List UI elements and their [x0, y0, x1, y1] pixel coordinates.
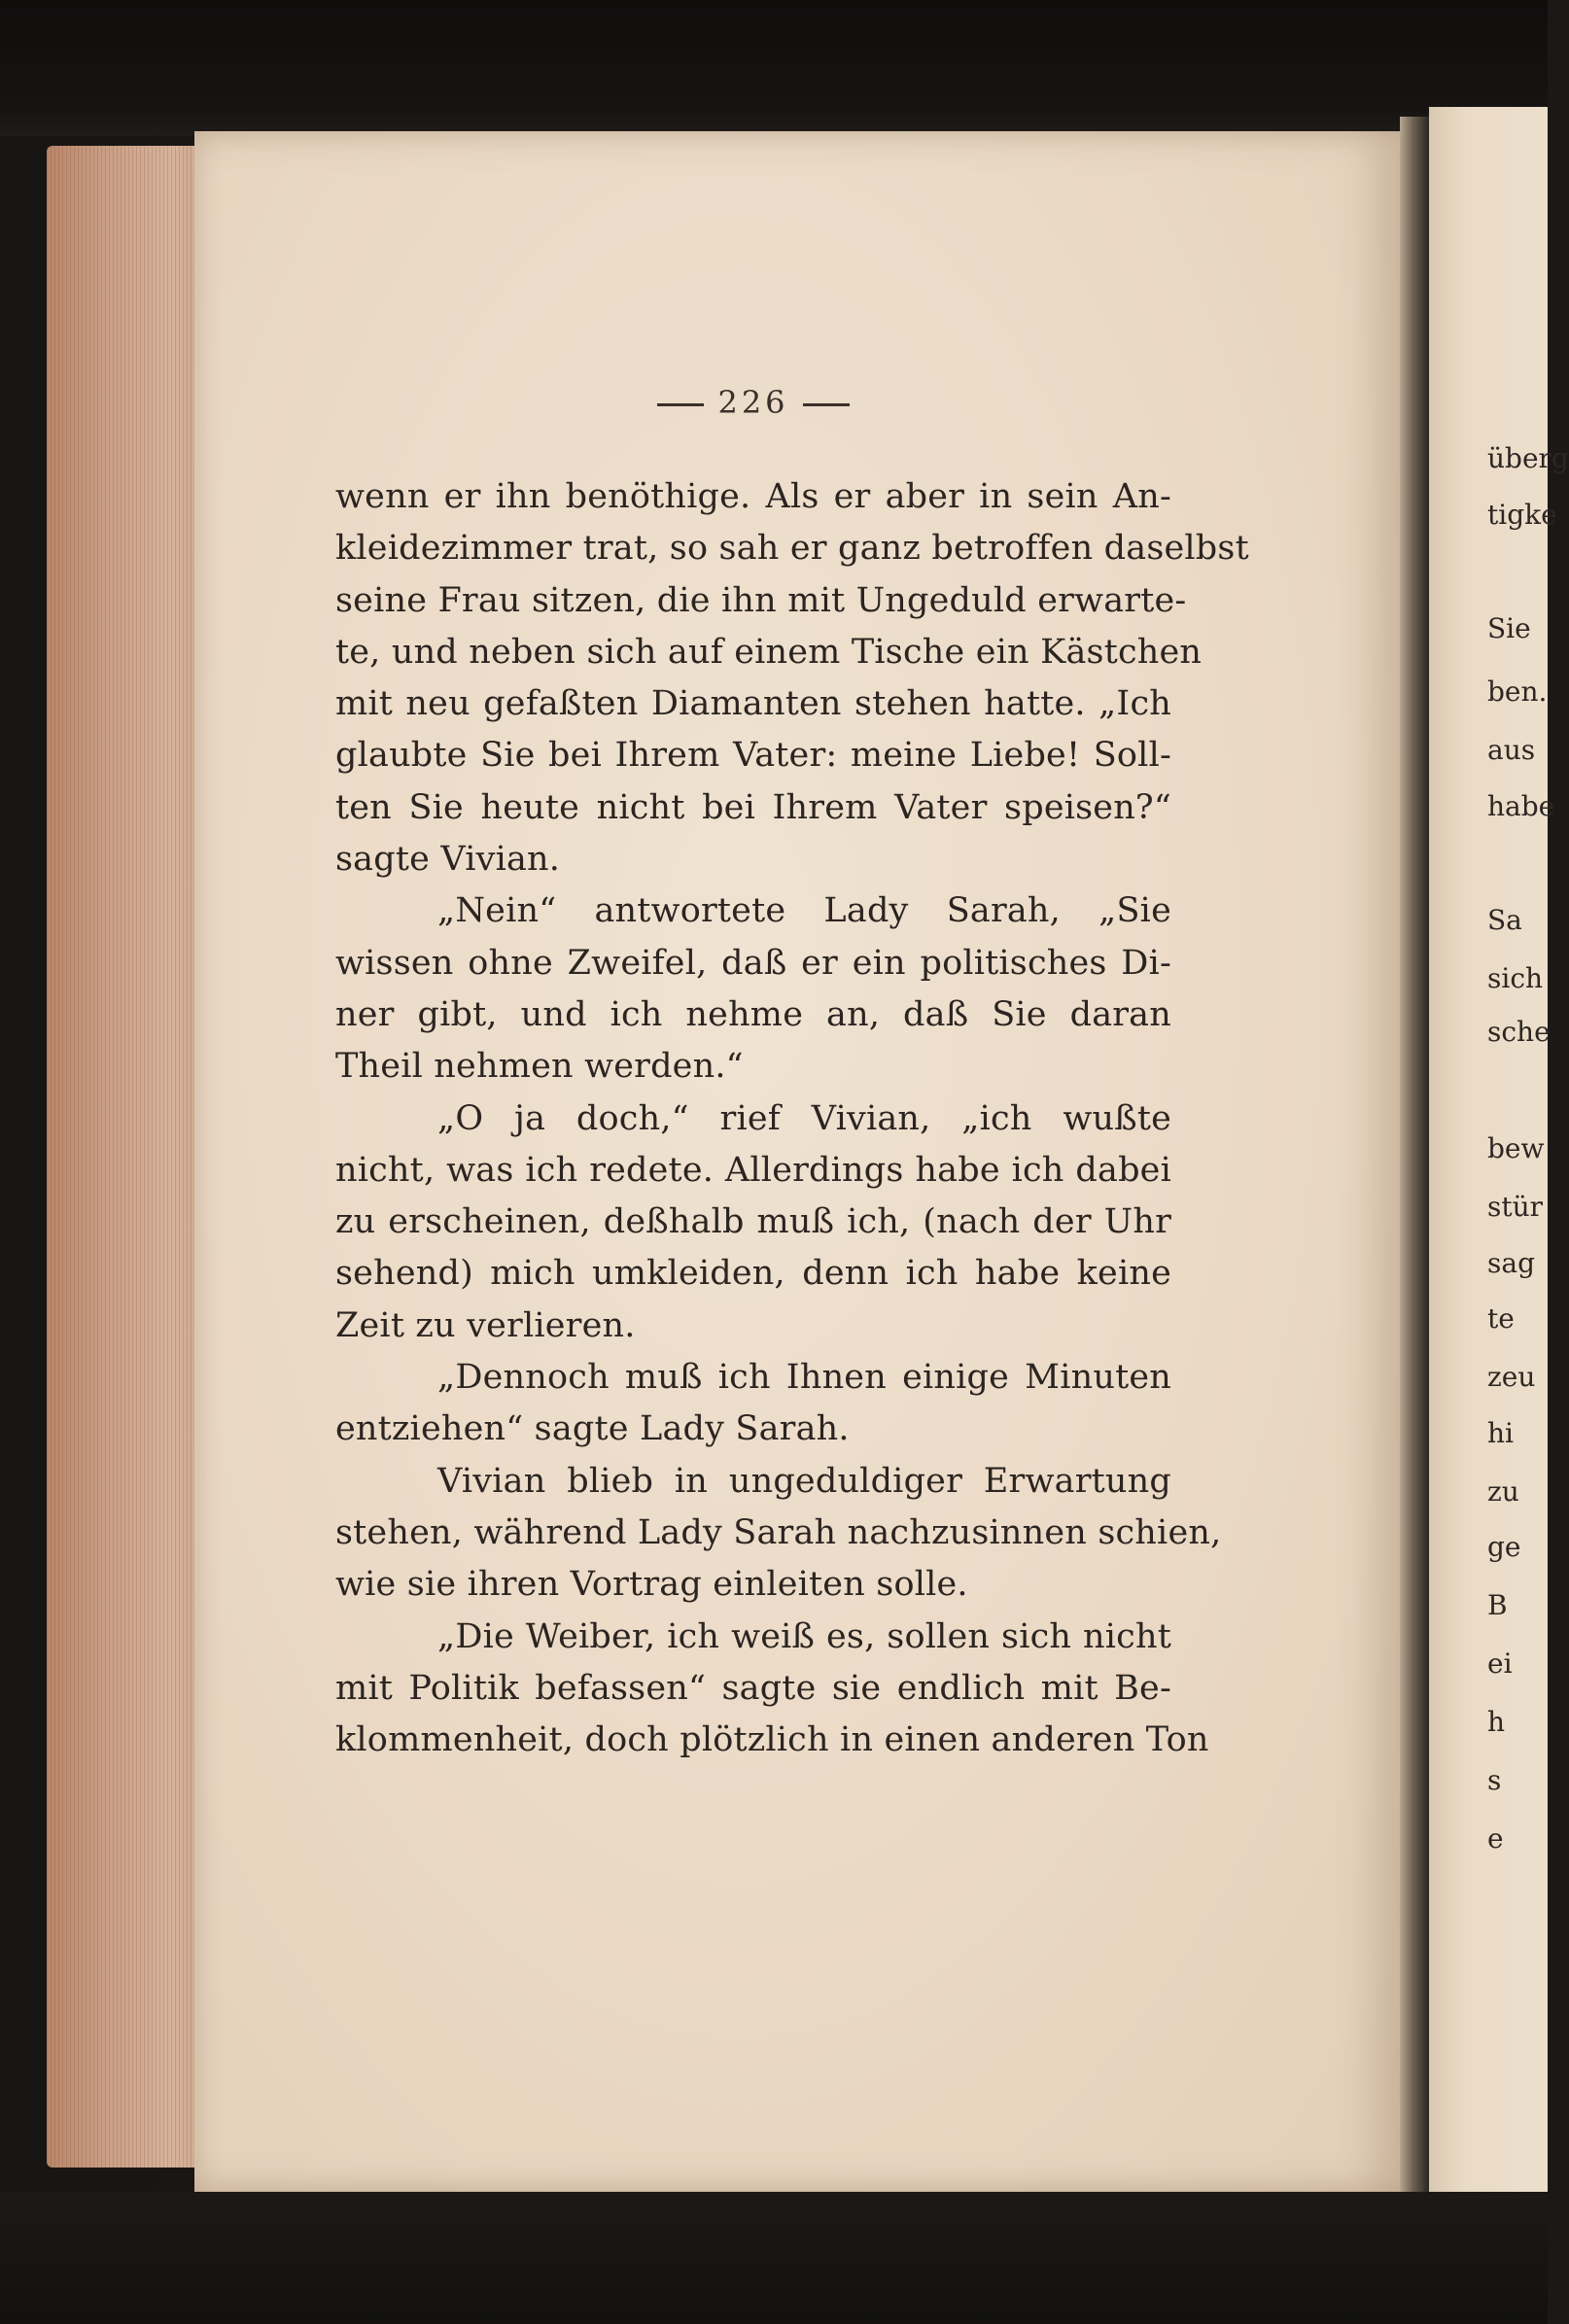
right-page-fragment: sag — [1487, 1247, 1535, 1279]
text-line: ten Sie heute nicht bei Ihrem Vater speisen?“ — [335, 787, 1171, 827]
page-edges — [47, 146, 202, 2168]
right-page-fragment: B — [1487, 1589, 1508, 1621]
right-page-fragment: h — [1487, 1706, 1506, 1738]
text-line: mit neu gefaßten Diamanten stehen hatte. „Ich — [335, 684, 1171, 724]
text-line: „Dennoch muß ich Ihnen einige Minuten — [437, 1358, 1171, 1398]
text-line: nicht, was ich redete. Allerdings habe ich dabei — [335, 1150, 1171, 1190]
header-dash-right — [803, 403, 850, 406]
text-line: sehend) mich umkleiden, denn ich habe keine — [335, 1254, 1171, 1294]
text-line: „Die Weiber, ich weiß es, sollen sich nicht — [437, 1616, 1171, 1656]
right-page-fragment: zeu — [1487, 1361, 1536, 1393]
background-bottom — [0, 2192, 1548, 2324]
right-page-fragment: zu — [1487, 1475, 1519, 1508]
page-number: 226 — [717, 384, 789, 421]
text-line: glaubte Sie bei Ihrem Vater: meine Liebe! Soll- — [335, 736, 1171, 776]
text-line: seine Frau sitzen, die ihn mit Ungeduld erwarte- — [335, 580, 1187, 620]
right-page-fragment: hi — [1487, 1417, 1514, 1449]
text-line: Zeit zu verlieren. — [335, 1305, 636, 1345]
text-line: zu erscheinen, deßhalb muß ich, (nach der Uhr — [335, 1202, 1171, 1242]
text-line: „Nein“ antwortete Lady Sarah, „Sie — [437, 891, 1171, 931]
right-page-fragment: sich — [1487, 962, 1544, 994]
right-page-fragment: stür — [1487, 1191, 1544, 1223]
text-line: wie sie ihren Vortrag einleiten solle. — [335, 1565, 968, 1605]
header-dash-left — [657, 403, 704, 406]
text-line: entziehen“ sagte Lady Sarah. — [335, 1409, 850, 1449]
text-line: sagte Vivian. — [335, 840, 561, 880]
text-line: klommenheit, doch plötzlich in einen anderen Ton — [335, 1720, 1209, 1760]
text-line: kleidezimmer trat, so sah er ganz betroffen daselbst — [335, 529, 1249, 569]
right-page-fragment: ben. — [1487, 676, 1548, 708]
text-line: Vivian blieb in ungeduldiger Erwartung — [437, 1461, 1171, 1501]
page-text — [335, 471, 1249, 1766]
text-line: te, und neben sich auf einem Tische ein Kästchen — [335, 632, 1203, 672]
right-page-fragment: s — [1487, 1764, 1502, 1796]
text-line: mit Politik befassen“ sagte sie endlich mit Be- — [335, 1668, 1171, 1708]
right-page-fragment: bew — [1487, 1132, 1545, 1164]
background-top — [0, 0, 1548, 136]
page-header — [335, 384, 1171, 433]
right-page-fragment: überg — [1487, 442, 1569, 474]
text-line: stehen, während Lady Sarah nachzusinnen schien, — [335, 1512, 1222, 1552]
text-line: wissen ohne Zweifel, daß er ein politisches Di- — [335, 943, 1171, 983]
text-line: ner gibt, und ich nehme an, daß Sie daran — [335, 994, 1171, 1034]
right-page-fragment: tigke — [1487, 499, 1557, 531]
right-page-fragment: ge — [1487, 1531, 1521, 1563]
book-gutter — [1400, 117, 1429, 2216]
right-page-fragment: e — [1487, 1822, 1504, 1855]
left-page — [194, 131, 1405, 2192]
right-page-fragment: aus — [1487, 734, 1536, 766]
right-page-fragment: sche — [1487, 1016, 1551, 1048]
text-line: wenn er ihn benöthige. Als er aber in sein An- — [335, 477, 1171, 516]
right-page-fragment: habe — [1487, 790, 1555, 822]
right-page-fragment: Sa — [1487, 904, 1522, 936]
text-line: „O ja doch,“ rief Vivian, „ich wußte — [437, 1098, 1171, 1138]
right-page-fragment: Sie — [1487, 612, 1531, 644]
right-page-fragment: ei — [1487, 1648, 1513, 1680]
right-page-fragment: te — [1487, 1302, 1515, 1335]
right-page — [1429, 107, 1548, 2226]
text-line: Theil nehmen werden.“ — [335, 1047, 744, 1087]
